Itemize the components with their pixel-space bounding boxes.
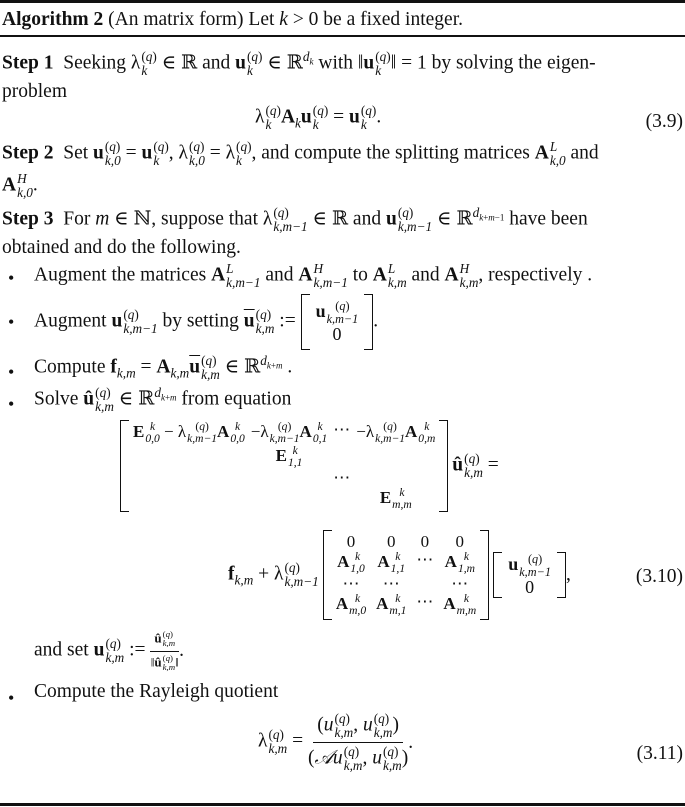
step-2-line-1: Step 2 Set u (q) k,0 = u (q) k , λ (q) k,0 = λ (q) k , and compute the splitting matrices A L k,0 and xyxy=(2,139,599,168)
equation-3-10-lhs: E k 0,0 − λ (q) k,m−1 A k 0,0 −λ (q) k,m−1 A k 0,1 ⋯ −λ (q) k,m−1 A k 0,m E k 1,1 ⋯ E k m,m û (q) k,m = xyxy=(120,420,499,512)
bullet-icon: • xyxy=(8,362,15,382)
title-rule xyxy=(0,35,685,37)
algorithm-title-rest: (An matrix form) Let k > 0 be a fixed integer. xyxy=(108,9,463,30)
equation-3-9: λ (q) k $A_ku$ (q) k = u (q) k . xyxy=(255,103,382,132)
step-2-line-2: A H k,0 . xyxy=(2,171,38,200)
equation-3-11: λ (q) k,m = (u (q) k,m , u (q) k,m ) (𝒜u (q) k,m , u (q) k,m ) . xyxy=(258,711,414,773)
bracket-right xyxy=(364,294,373,350)
bullet-augment-matrices: Augment the matrices A L k,m−1 and A H k,m−1 to A L k,m and A H k,m , respectively . xyxy=(34,261,593,290)
normalize-fraction: û (q) k,m ‖û (q) k,m ‖ xyxy=(150,629,179,672)
rhs-vector: u (q) k,m−1 0 xyxy=(508,551,551,598)
bracket-left xyxy=(301,294,310,350)
augment-vector: u (q) k,m−1 0 xyxy=(315,298,359,345)
bullet-icon: • xyxy=(8,688,15,708)
top-rule xyxy=(0,0,685,3)
equation-number-3-10: (3.10) xyxy=(635,566,683,587)
bullet-solve: Solve û (q) k,m ∈ ℝ$^{d_{k+m}}$ from equation xyxy=(34,384,292,414)
bracket-right xyxy=(480,530,489,620)
equation-number-3-11: (3.11) xyxy=(636,743,683,764)
bottom-rule xyxy=(0,803,685,806)
step-3-line-2: obtained and do the following. xyxy=(2,237,241,258)
bracket-right xyxy=(439,420,448,512)
equation-3-10-rhs: $f_{k,m} + \lambda$ (q) k,m−1 0 0 0 0 A k 1,0 A k 1,1 ⋯ A k 1,m ⋯ ⋯ ⋯ A k m,0 A k m,1 ⋯ A k m,m u (q) k,m−1 0 , xyxy=(228,530,571,620)
step-1-line-2: problem xyxy=(2,81,67,102)
bullet-compute-f: Compute $f_{k,m} = A_{k,m}\overline{u}$ (q) k,m ∈ ℝ$^{d_{k+m}}$ . xyxy=(34,352,293,382)
bracket-left xyxy=(493,552,502,598)
bracket-left xyxy=(120,420,129,512)
lhs-matrix: E k 0,0 − λ (q) k,m−1 A k 0,0 −λ (q) k,m−1 A k 0,1 ⋯ −λ (q) k,m−1 A k 0,m E k 1,1 ⋯ E k m,m xyxy=(133,419,436,512)
step-2-label: Step 2 xyxy=(2,142,54,164)
algorithm-label: Algorithm 2 xyxy=(2,9,104,30)
bracket-right xyxy=(557,552,566,598)
step-3-line-1: Step 3 For m ∈ ℕ, suppose that λ (q) k,m−1 ∈ ℝ and u (q) k,m−1 ∈ ℝ$^{d_{k+m-1}}$ have been xyxy=(2,204,588,234)
equation-number-3-9: (3.9) xyxy=(645,111,683,132)
rayleigh-fraction: (u (q) k,m , u (q) k,m ) (𝒜u (q) k,m , u (q) k,m ) xyxy=(307,711,409,773)
normalize-step: and set u (q) k,m := û (q) k,m ‖û (q) k,m ‖ . xyxy=(34,629,184,672)
bullet-icon: • xyxy=(8,312,15,332)
step-1-line-1: Step 1 Seeking λ (q) k ∈ ℝ and u (q) k ∈ ℝ$^{d_k}$ with ‖u (q) k ‖ = 1 by solving the eigen- xyxy=(2,48,596,78)
bullet-icon: • xyxy=(8,268,15,288)
bullet-rayleigh: Compute the Rayleigh quotient xyxy=(34,681,279,702)
bracket-left xyxy=(323,530,332,620)
algorithm-title xyxy=(2,8,463,31)
bullet-icon: • xyxy=(8,394,15,414)
step-1-label: Step 1 xyxy=(2,52,54,74)
step-3-label: Step 3 xyxy=(2,208,54,230)
bullet-augment-vector: Augment u (q) k,m−1 by setting $\overline{u}$ (q) k,m := u (q) k,m−1 0 . xyxy=(34,294,378,350)
rhs-matrix: 0 0 0 0 A k 1,0 A k 1,1 ⋯ A k 1,m ⋯ ⋯ ⋯ A k m,0 A k m,1 ⋯ A k m,m xyxy=(335,531,477,617)
